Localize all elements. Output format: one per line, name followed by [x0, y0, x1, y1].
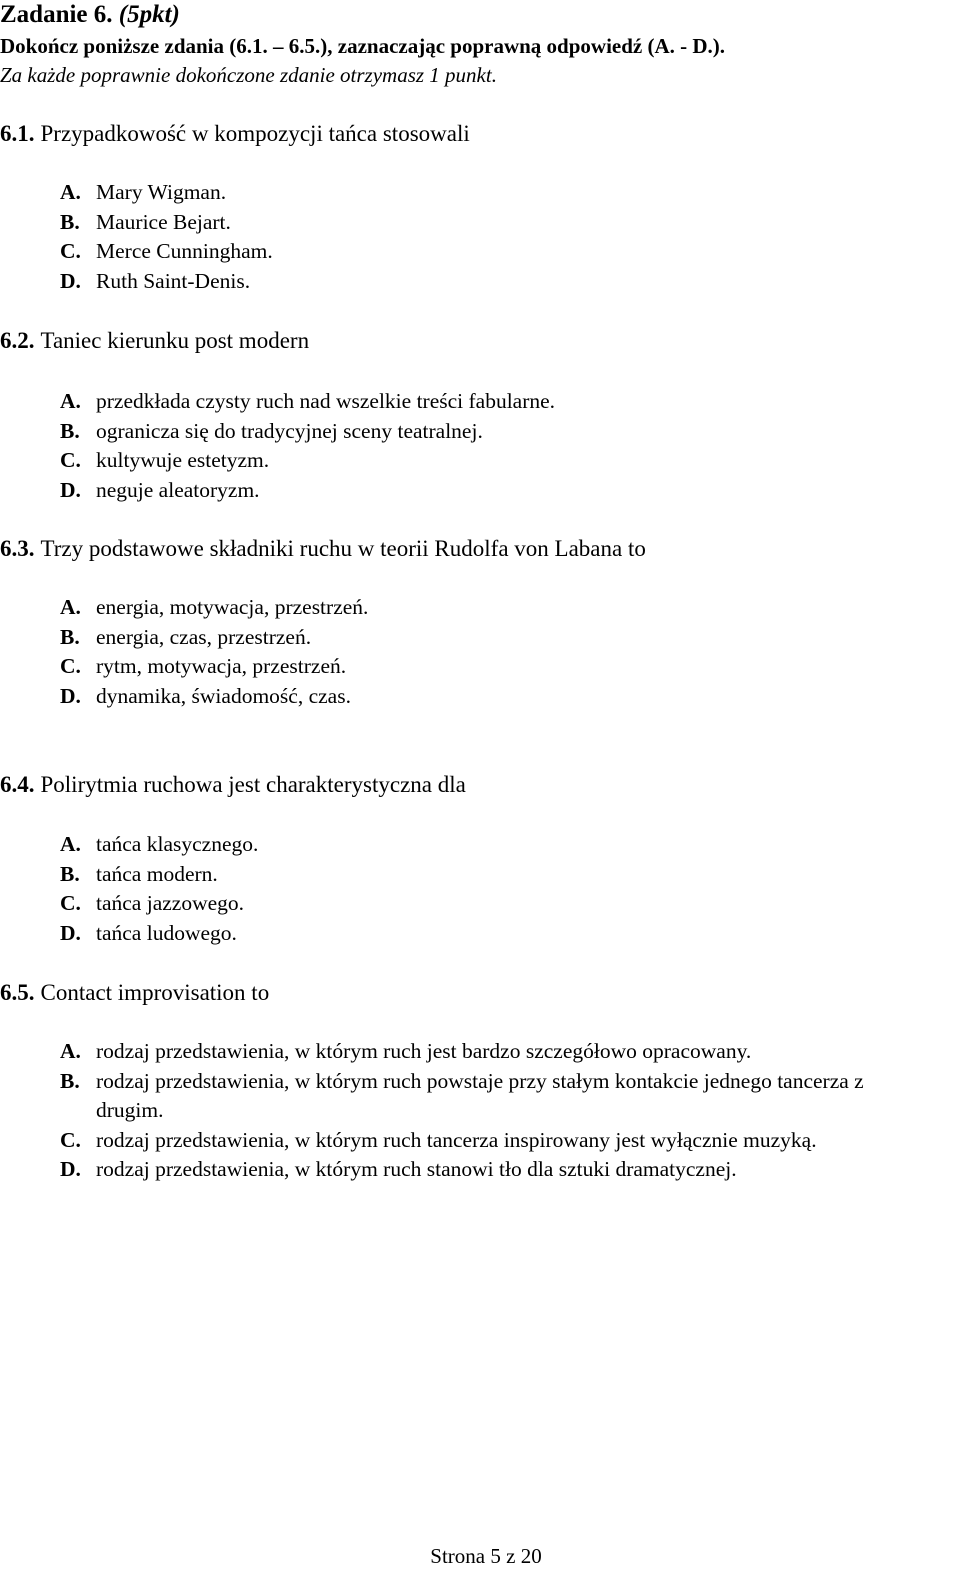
- option-letter: D.: [60, 477, 81, 502]
- option-text: kultywuje estetyzm.: [96, 448, 270, 472]
- option-d[interactable]: [60, 919, 258, 949]
- question-6-4: [0, 771, 466, 799]
- question-text: Polirytmia ruchowa jest charakterystyczna dla: [40, 772, 466, 797]
- options-6-5: [60, 1037, 932, 1185]
- option-text: ogranicza się do tradycyjnej sceny teatralnej.: [96, 418, 483, 443]
- page-number: Strona 5 z 20: [430, 1544, 542, 1568]
- option-a[interactable]: [60, 387, 555, 417]
- option-text: tańca modern.: [96, 861, 218, 886]
- option-a[interactable]: [60, 593, 368, 623]
- question-number: 6.5.: [0, 980, 35, 1005]
- option-text: Mary Wigman.: [96, 180, 227, 204]
- option-letter: D.: [60, 683, 81, 708]
- option-letter: D.: [60, 1157, 81, 1181]
- question-6-5: [0, 979, 269, 1007]
- option-letter: D.: [60, 268, 81, 293]
- options-6-4: [60, 830, 258, 948]
- option-letter: B.: [60, 209, 80, 234]
- option-text: rodzaj przedstawienia, w którym ruch stanowi tło dla sztuki dramatycznej.: [96, 1157, 737, 1181]
- option-d[interactable]: [60, 682, 368, 712]
- question-text: Taniec kierunku post modern: [40, 328, 310, 353]
- option-c[interactable]: [60, 652, 368, 682]
- option-letter: A.: [60, 595, 81, 619]
- option-a[interactable]: [60, 178, 273, 208]
- option-text: energia, motywacja, przestrzeń.: [96, 595, 369, 619]
- scoring-note: Za każde poprawnie dokończone zdanie otrzymasz 1 punkt.: [0, 63, 497, 87]
- question-number: 6.2.: [0, 328, 35, 353]
- option-letter: C.: [60, 448, 81, 472]
- option-letter: A.: [60, 1039, 81, 1063]
- question-6-3: [0, 535, 646, 563]
- question-text: Contact improvisation to: [40, 980, 270, 1005]
- option-c[interactable]: [60, 889, 258, 919]
- options-6-1: [60, 178, 273, 296]
- option-text: neguje aleatoryzm.: [96, 477, 260, 502]
- option-b[interactable]: [60, 623, 368, 653]
- option-text: rodzaj przedstawienia, w którym ruch jest bardzo szczegółowo opracowany.: [96, 1039, 752, 1063]
- option-letter: D.: [60, 920, 81, 945]
- question-number: 6.4.: [0, 772, 35, 797]
- question-number: 6.3.: [0, 536, 35, 561]
- option-b[interactable]: [60, 1067, 932, 1126]
- option-letter: C.: [60, 891, 81, 915]
- option-d[interactable]: [60, 476, 555, 506]
- option-text: Ruth Saint-Denis.: [96, 268, 251, 293]
- option-text: dynamika, świadomość, czas.: [96, 683, 351, 708]
- option-letter: C.: [60, 654, 81, 678]
- option-b[interactable]: [60, 417, 555, 447]
- option-text: energia, czas, przestrzeń.: [96, 624, 312, 649]
- option-d[interactable]: [60, 267, 273, 297]
- option-text: tańca jazzowego.: [96, 891, 245, 915]
- question-6-1: [0, 120, 470, 148]
- option-text: przedkłada czysty ruch nad wszelkie treści fabularne.: [96, 389, 556, 413]
- option-letter: B.: [60, 624, 80, 649]
- option-letter: C.: [60, 239, 81, 263]
- option-c[interactable]: [60, 1126, 932, 1156]
- task-title: Zadanie 6.: [0, 1, 113, 28]
- question-6-2: [0, 327, 309, 355]
- option-c[interactable]: [60, 446, 555, 476]
- option-letter: B.: [60, 861, 80, 886]
- option-c[interactable]: [60, 237, 273, 267]
- option-a[interactable]: [60, 1037, 932, 1067]
- option-letter: A.: [60, 389, 81, 413]
- option-text: rodzaj przedstawienia, w którym ruch powstaje przy stałym kontakcie jednego tancerza z drugim.: [96, 1068, 864, 1122]
- option-text: rodzaj przedstawienia, w którym ruch tancerza inspirowany jest wyłącznie muzyką.: [96, 1127, 817, 1152]
- option-letter: A.: [60, 180, 81, 204]
- option-letter: C.: [60, 1127, 81, 1152]
- task-heading: [0, 0, 180, 30]
- option-b[interactable]: [60, 860, 258, 890]
- question-text: Trzy podstawowe składniki ruchu w teorii Rudolfa von Labana to: [40, 536, 646, 561]
- option-letter: B.: [60, 1068, 80, 1093]
- task-points: (5pkt): [118, 1, 180, 28]
- option-text: rytm, motywacja, przestrzeń.: [96, 654, 347, 678]
- option-d[interactable]: [60, 1155, 932, 1185]
- option-a[interactable]: [60, 830, 258, 860]
- options-6-3: [60, 593, 368, 711]
- question-number: 6.1.: [0, 121, 35, 146]
- task-instruction: Dokończ poniższe zdania (6.1. – 6.5.), zaznaczając poprawną odpowiedź (A. - D.).: [0, 34, 726, 58]
- option-text: tańca klasycznego.: [96, 832, 259, 856]
- option-letter: B.: [60, 418, 80, 443]
- option-letter: A.: [60, 832, 81, 856]
- option-text: Maurice Bejart.: [96, 209, 231, 234]
- options-6-2: [60, 387, 555, 505]
- question-text: Przypadkowość w kompozycji tańca stosowali: [40, 121, 470, 146]
- option-text: tańca ludowego.: [96, 920, 237, 945]
- option-text: Merce Cunningham.: [96, 239, 273, 263]
- option-b[interactable]: [60, 208, 273, 238]
